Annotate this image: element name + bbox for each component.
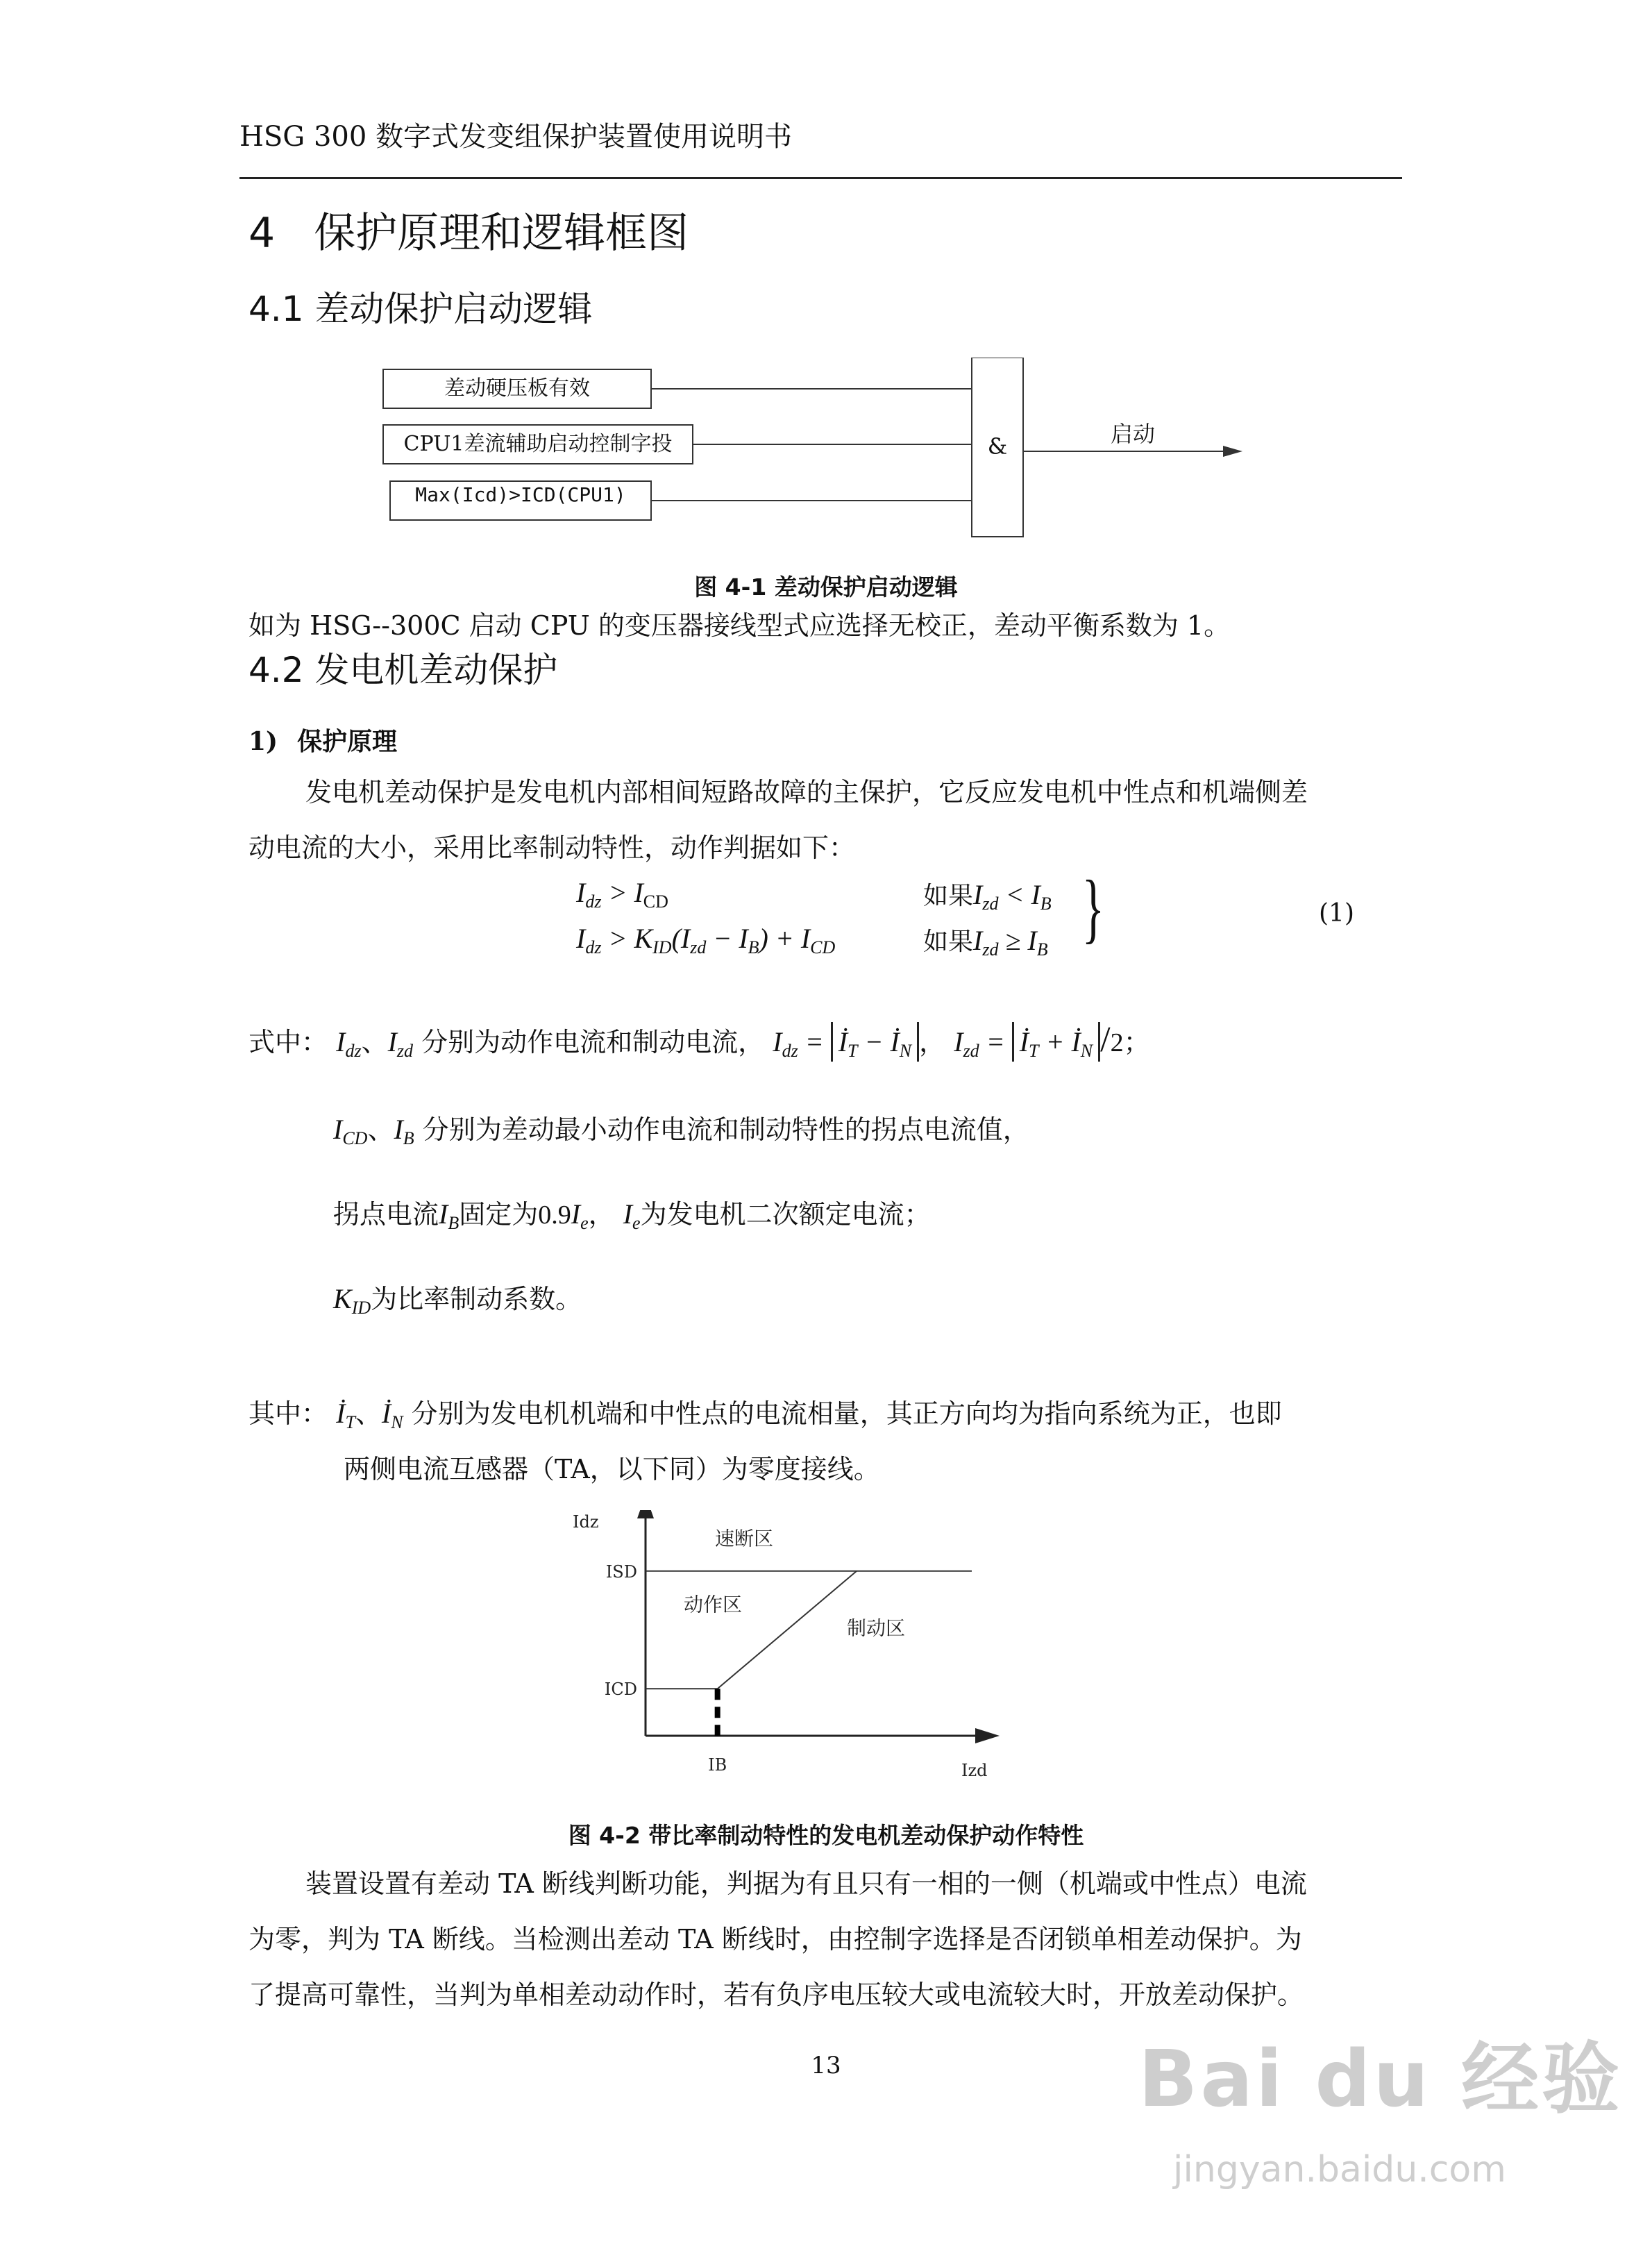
para2-line2: 为零，判为 TA 断线。当检测出差动 TA 断线时，由控制字选择是否闭锁单相差动保护。为 xyxy=(248,1924,1302,1954)
icd-text: 分别为差动最小动作电流和制动特性的拐点电流值， xyxy=(422,1114,1029,1145)
region-label-restraint: 制动区 xyxy=(847,1616,906,1640)
ib-text-3: 为发电机二次额定电流； xyxy=(640,1199,931,1230)
x-axis-arrow xyxy=(975,1728,1000,1743)
section-4-1-note: 如为 HSG--300C 启动 CPU 的变压器接线型式应选择无校正，差动平衡系数为 1。 xyxy=(248,610,1231,641)
ib-text-2: 固定为 xyxy=(459,1199,539,1230)
input-label-3: Max(Icd)>ICD(CPU1) xyxy=(415,483,626,506)
region-label-quick-break: 速断区 xyxy=(715,1527,774,1550)
if-label: 如果 xyxy=(923,882,974,910)
section-4-1-heading: 4.1 差动保护启动逻辑 xyxy=(248,289,593,329)
tick-label-isd: ISD xyxy=(605,1561,637,1582)
equation-line1: $I_{dz} > I_{CD}$ xyxy=(576,877,668,912)
equation-cond1: 如果$I_{zd} < I_B$ xyxy=(923,879,1052,914)
y-axis-arrow xyxy=(637,1510,654,1518)
x-axis-label: Izd xyxy=(961,1761,988,1780)
output-label: 启动 xyxy=(1111,421,1156,447)
region-label-operate: 动作区 xyxy=(684,1593,743,1616)
equation-line2: $I_{dz} > K_{ID}(I_{zd} - I_B) + I_{CD}$ xyxy=(576,923,836,957)
para2-line1: 装置设置有差动 TA 断线判断功能，判据为有且只有一相的一侧（机端或中性点）电流 xyxy=(305,1868,1307,1899)
para1-line2: 动电流的大小，采用比率制动特性，动作判据如下： xyxy=(248,832,856,863)
item-title: 保护原理 xyxy=(297,727,398,756)
kid-text: 为比率制动系数。 xyxy=(371,1284,582,1314)
baidu-watermark-logo: Bai du 经验 xyxy=(1138,2034,1623,2125)
qizhong-label: 其中： xyxy=(248,1398,328,1429)
equation-cond2: 如果$I_{zd} \ge I_B$ xyxy=(923,925,1048,960)
icd-line: $I_{CD}$、$I_B$ 分别为差动最小动作电流和制动特性的拐点电流值， xyxy=(333,1114,1029,1148)
equation-brace: } xyxy=(1081,865,1105,951)
y-axis-label: Idz xyxy=(573,1512,599,1532)
chapter-number: 4 xyxy=(248,209,276,258)
qizhong-text: 分别为发电机机端和中性点的电流相量，其正方向均为指向系统为正，也即 xyxy=(411,1398,1282,1429)
section-4-2-heading: 4.2 发电机差动保护 xyxy=(248,650,558,690)
header-divider xyxy=(239,177,1402,179)
para1-line1: 发电机差动保护是发电机内部相间短路故障的主保护，它反应发电机中性点和机端侧差 xyxy=(305,777,1308,807)
figure-caption-4-1: 图 4-1 差动保护启动逻辑 xyxy=(694,573,958,601)
page-number: 13 xyxy=(811,2052,841,2079)
output-arrow xyxy=(1223,446,1242,457)
ib-text-1: 拐点电流 xyxy=(333,1199,439,1230)
differential-characteristic-chart xyxy=(541,1510,1069,1788)
document-header: HSG 300 数字式发变组保护装置使用说明书 xyxy=(239,121,793,153)
baidu-watermark-url: jingyan.baidu.com xyxy=(1173,2149,1506,2191)
kid-line: $K_{ID}$为比率制动系数。 xyxy=(333,1283,582,1318)
where-text: 分别为动作电流和制动电流， xyxy=(421,1027,765,1057)
para2-line3: 了提高可靠性，当判为单相差动动作时，若有负序电压较大或电流较大时，开放差动保护。 xyxy=(248,1979,1304,2010)
tick-label-ib: IB xyxy=(708,1755,727,1775)
equation-number: (1) xyxy=(1319,899,1354,928)
tick-label-icd: ICD xyxy=(604,1680,637,1700)
qizhong-line: 其中： $İ_T$、$İ_N$ 分别为发电机机端和中性点的电流相量，其正方向均为指向系统为正，也即 xyxy=(248,1398,1282,1432)
where-label: 式中： xyxy=(248,1027,328,1057)
chapter-heading xyxy=(248,200,689,260)
if-label: 如果 xyxy=(923,928,974,956)
input-label-1: 差动硬压板有效 xyxy=(444,376,590,401)
series-line-1 xyxy=(646,1571,857,1689)
input-label-2: CPU1差流辅助启动控制字投 xyxy=(403,432,673,456)
qizhong-line2: 两侧电流互感器（TA，以下同）为零度接线。 xyxy=(344,1454,880,1484)
gate-label: & xyxy=(987,433,1008,460)
ib-line: 拐点电流$I_B$固定为$0.9I_e$， $I_e$为发电机二次额定电流； xyxy=(333,1198,931,1233)
item-number: 1) xyxy=(248,727,278,756)
where-line: 式中： $I_{dz}$、$I_{zd}$ 分别为动作电流和制动电流， $I_{dz}$ = $İ_T$ − $İ_N$ ， $I_{zd}$ = $İ_T$ + $İ_N$ /2； xyxy=(248,1020,1150,1061)
ib-value: 0.9 xyxy=(538,1200,571,1230)
chapter-title: 保护原理和逻辑框图 xyxy=(314,209,689,258)
item-1-heading xyxy=(248,722,397,757)
figure-caption-4-2: 图 4-2 带比率制动特性的发电机差动保护动作特性 xyxy=(568,1822,1084,1849)
